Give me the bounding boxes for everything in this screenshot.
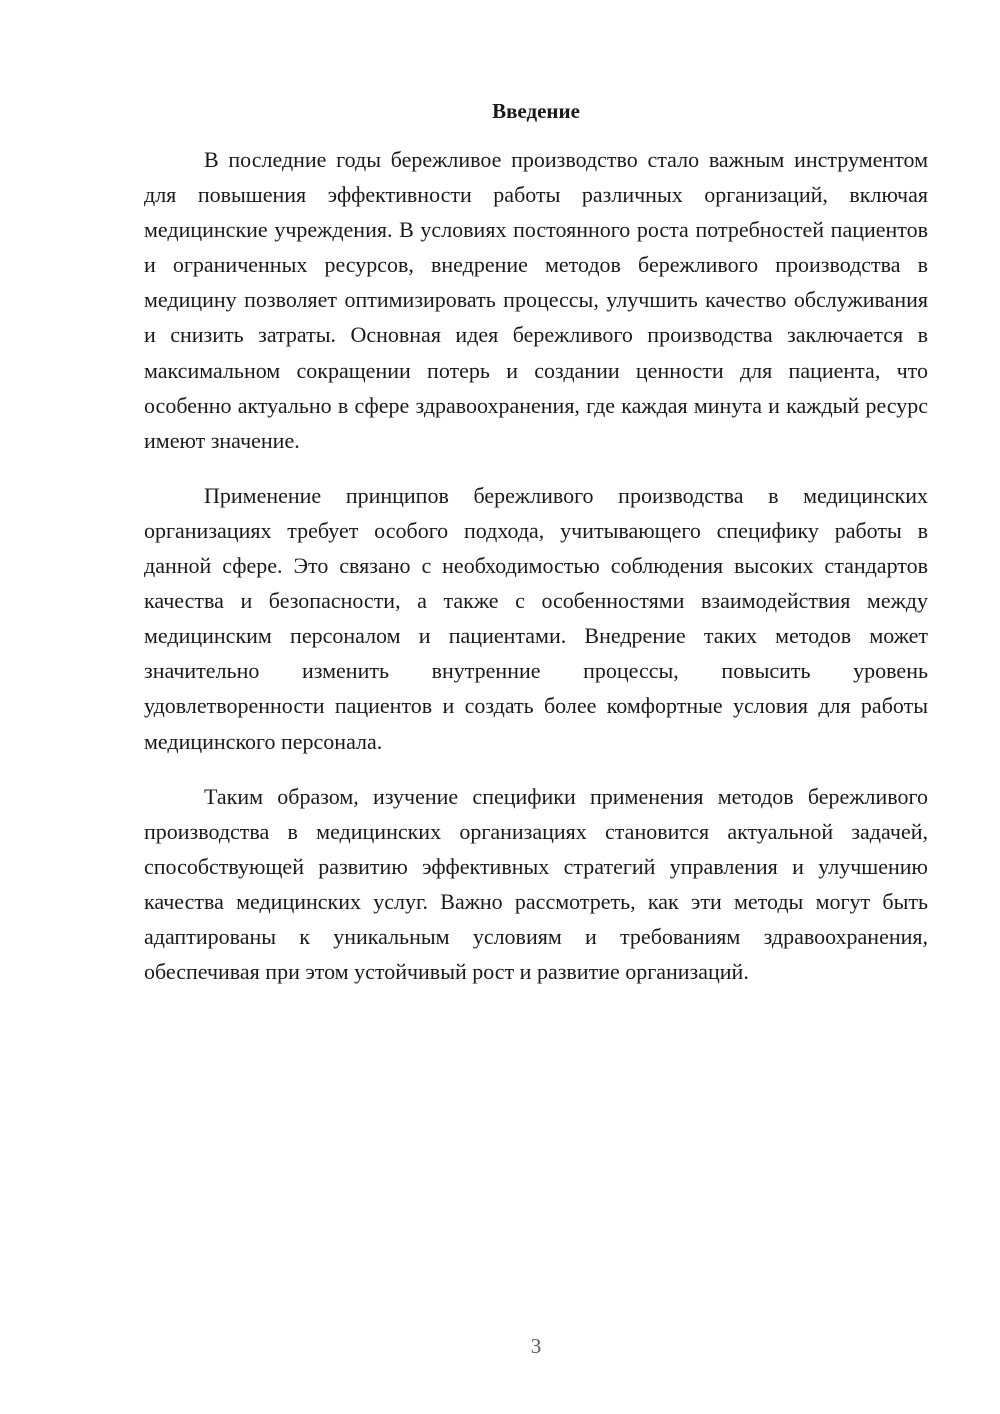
paragraph-2: Применение принципов бережливого производства в медицинских организациях требует особого подхода, учитывающего специфику работы в данной сфере. Это связано с необходимостью соблюдения высоких стандартов качества и безопасности, а также с особенностями взаимодействия между медицинским персоналом и пациентами. Внедрение таких методов может значительно изменить внутренние процессы, повысить уровень удовлетворенности пациентов и создать более комфортные условия для работы медицинского персонала.	[144, 482, 928, 754]
paragraph-1: В последние годы бережливое производство стало важным инструментом для повышения эффективности работы различных организаций, включая медицинские учреждения. В условиях постоянного роста потребностей пациентов и ограниченных ресурсов, внедрение методов бережливого производства в медицину позволяет оптимизировать процессы, улучшить качество обслуживания и снизить затраты. Основная идея бережливого производства заключается в максимальном сокращении потерь и создании ценности для пациента, что особенно актуально в сфере здравоохранения, где каждая минута и каждый ресурс имеют значение.	[144, 147, 928, 453]
page-number: 3	[530, 1334, 542, 1358]
section-heading: Введение	[492, 99, 580, 123]
body-text	[144, 142, 928, 1009]
paragraph-3: Таким образом, изучение специфики применения методов бережливого производства в медицинских организациях становится актуальной задачей, способствующей развитию эффективных стратегий управления и улучшению качества медицинских услуг. Важно рассмотреть, как эти методы могут быть адаптированы к уникальным условиям и требованиям здравоохранения, обеспечивая при этом устойчивый рост и развитие организаций.	[144, 783, 928, 985]
